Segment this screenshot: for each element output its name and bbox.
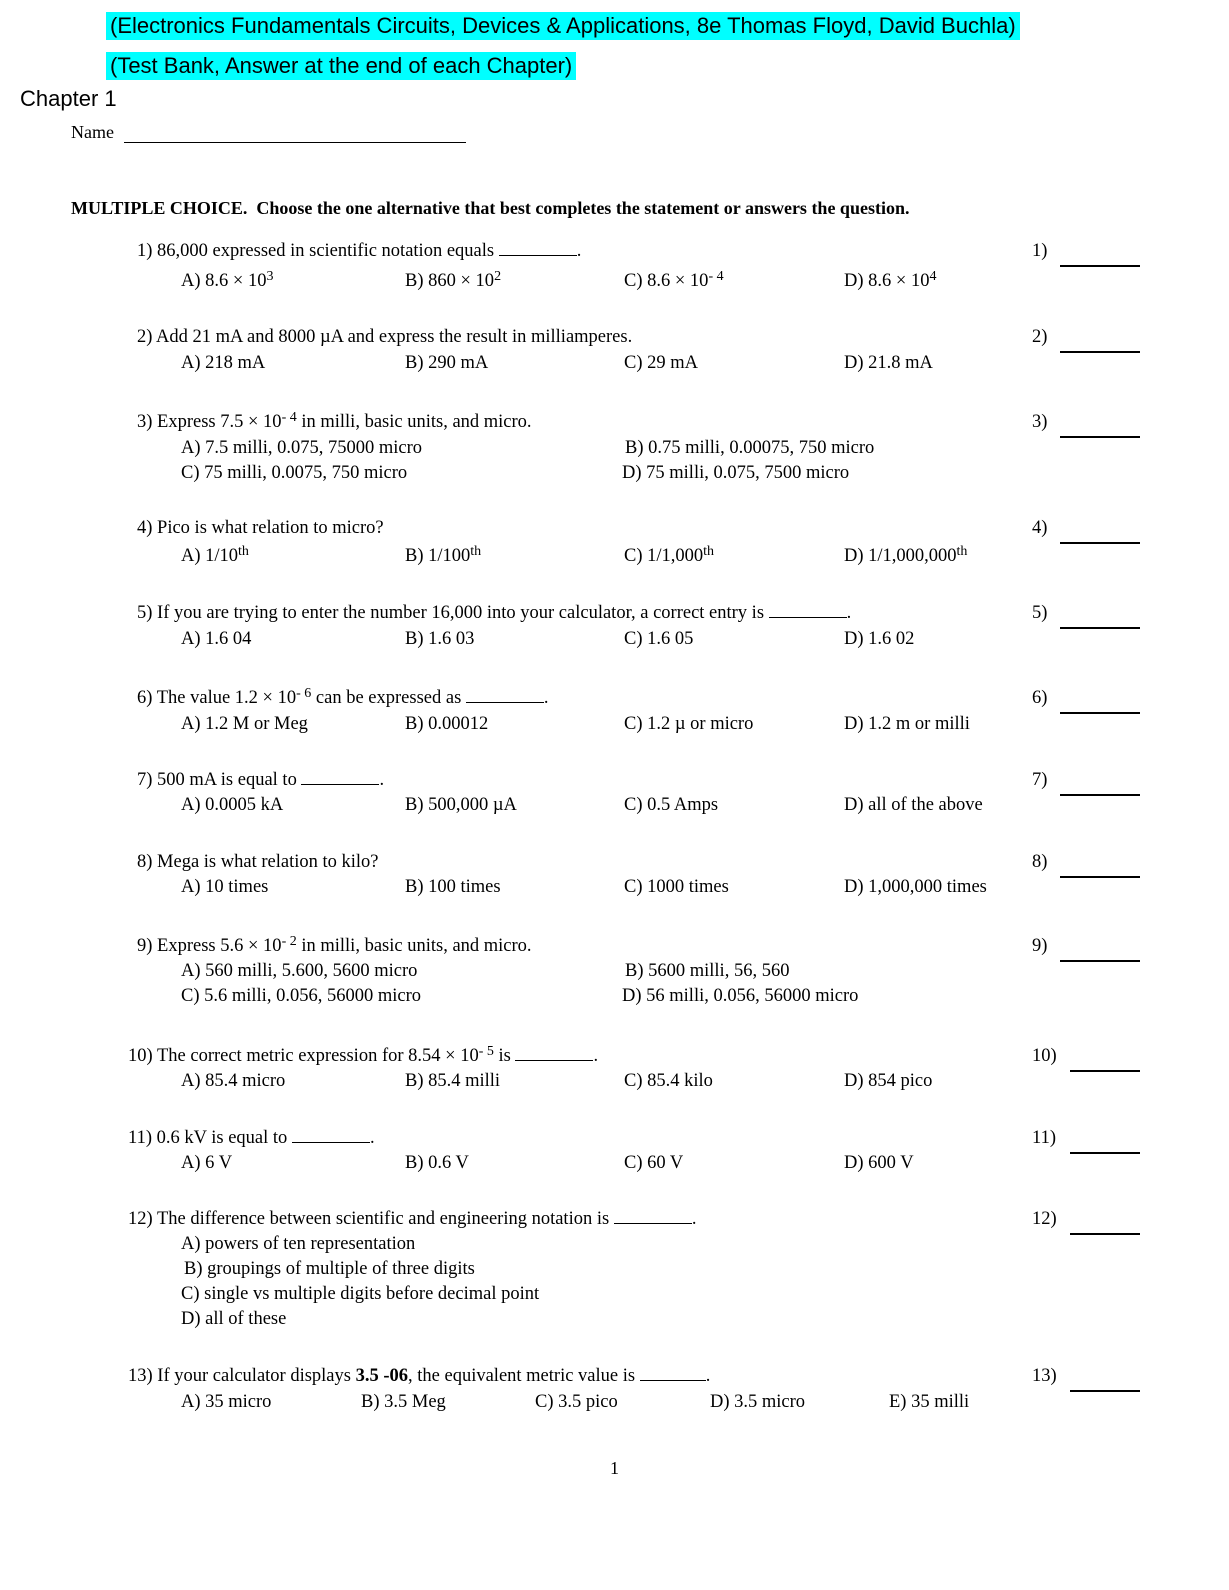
fill-blank — [769, 603, 847, 618]
answer-line[interactable] — [1070, 1233, 1140, 1235]
option-b: B) 1/100th — [405, 544, 482, 566]
question-2 — [0, 327, 1229, 417]
option-a: A) 10 times — [181, 877, 269, 897]
answer-number: 10) — [1032, 1046, 1057, 1066]
answer-number: 4) — [1032, 518, 1048, 538]
option-c: C) 29 mA — [624, 353, 698, 373]
option-a: A) $8.6 \times 10^3$ — [181, 269, 274, 291]
answer-line[interactable] — [1070, 1152, 1140, 1154]
option-b: B) 500,000 µA — [405, 795, 517, 815]
option-a: A) 35 micro — [181, 1392, 272, 1412]
option-c: C) 5.6 milli, 0.056, 56000 micro — [181, 986, 421, 1006]
option-d: D) $8.6 \times 10^4$ — [844, 269, 937, 291]
question-stem: 6) The value $1.2 \times 10^{- 6}$ can be expressed as . — [137, 686, 549, 708]
answer-number: 13) — [1032, 1366, 1057, 1386]
answer-number: 1) — [1032, 241, 1048, 261]
option-d: D) 1.6 02 — [844, 629, 915, 649]
option-a: A) 0.0005 kA — [181, 795, 284, 815]
option-b: B) 0.6 V — [405, 1153, 469, 1173]
question-11 — [0, 1128, 1229, 1218]
question-stem: 3) Express $7.5 \times 10^{- 4}$ in milli, basic units, and micro. — [137, 410, 532, 432]
question-stem: 9) Express $5.6 \times 10^{- 2}$ in milli, basic units, and micro. — [137, 934, 532, 956]
option-a: A) 7.5 milli, 0.075, 75000 micro — [181, 438, 423, 458]
fill-blank — [515, 1046, 593, 1061]
option-c: C) 1/1,000th — [624, 544, 715, 566]
answer-line[interactable] — [1060, 960, 1140, 962]
option-b: B) 0.75 milli, 0.00075, 750 micro — [625, 438, 875, 458]
header-title-line1: (Electronics Fundamentals Circuits, Devices & Applications, 8e Thomas Floyd, David Buchla) — [106, 12, 1020, 40]
option-b: B) 290 mA — [405, 353, 489, 373]
option-a: A) 6 V — [181, 1153, 233, 1173]
question-stem: 5) If you are trying to enter the number 16,000 into your calculator, a correct entry is . — [137, 603, 852, 623]
option-d: D) 1.2 m or milli — [844, 714, 970, 734]
answer-line[interactable] — [1060, 794, 1140, 796]
answer-number: 8) — [1032, 852, 1048, 872]
question-8 — [0, 852, 1229, 942]
option-d: D) all of the above — [844, 795, 983, 815]
question-4 — [0, 518, 1229, 608]
question-7 — [0, 770, 1229, 860]
option-c: C) single vs multiple digits before decimal point — [181, 1284, 540, 1304]
question-1 — [0, 241, 1229, 331]
option-a: A) 560 milli, 5.600, 5600 micro — [181, 961, 418, 981]
answer-line[interactable] — [1060, 265, 1140, 267]
option-b: B) 85.4 milli — [405, 1071, 501, 1091]
option-a: A) 1.6 04 — [181, 629, 252, 649]
option-c: C) 60 V — [624, 1153, 684, 1173]
option-d: D) 1/1,000,000th — [844, 544, 968, 566]
fill-blank — [614, 1209, 692, 1224]
answer-number: 5) — [1032, 603, 1048, 623]
answer-line[interactable] — [1060, 542, 1140, 544]
question-stem: 12) The difference between scientific and engineering notation is . — [128, 1209, 697, 1229]
question-stem: 4) Pico is what relation to micro? — [137, 518, 384, 538]
question-stem: 13) If your calculator displays 3.5 -06, the equivalent metric value is . — [128, 1366, 711, 1386]
question-stem: 1) 86,000 expressed in scientific notation equals . — [137, 241, 582, 261]
answer-line[interactable] — [1070, 1390, 1140, 1392]
option-c: C) 75 milli, 0.0075, 750 micro — [181, 463, 408, 483]
question-10 — [0, 1046, 1229, 1136]
question-stem: 11) 0.6 kV is equal to . — [128, 1128, 375, 1148]
fill-blank — [292, 1128, 370, 1143]
answer-line[interactable] — [1060, 876, 1140, 878]
name-field-line — [124, 142, 466, 143]
option-c: C) 1.2 µ or micro — [624, 714, 754, 734]
option-c: C) 3.5 pico — [535, 1392, 618, 1412]
answer-number: 2) — [1032, 327, 1048, 347]
option-d: D) 854 pico — [844, 1071, 933, 1091]
answer-number: 9) — [1032, 936, 1048, 956]
option-d: D) all of these — [181, 1309, 287, 1329]
option-d: D) 600 V — [844, 1153, 914, 1173]
option-b: B) groupings of multiple of three digits — [184, 1259, 475, 1279]
answer-number: 7) — [1032, 770, 1048, 790]
answer-number: 6) — [1032, 688, 1048, 708]
option-a: A) 1/10th — [181, 544, 249, 566]
option-a: A) 1.2 M or Meg — [181, 714, 308, 734]
question-stem: 10) The correct metric expression for $8.54 \times 10^{- 5}$ is . — [128, 1044, 599, 1066]
question-12 — [0, 1209, 1229, 1339]
option-a: A) 218 mA — [181, 353, 266, 373]
option-c: C) $8.6 \times 10^{- 4}$ — [624, 269, 724, 291]
question-6 — [0, 688, 1229, 778]
option-b: B) 0.00012 — [405, 714, 489, 734]
answer-line[interactable] — [1070, 1070, 1140, 1072]
section-title: MULTIPLE CHOICE. — [71, 198, 248, 218]
option-d: D) 1,000,000 times — [844, 877, 987, 897]
answer-line[interactable] — [1060, 627, 1140, 629]
question-stem: 2) Add 21 mA and 8000 µA and express the result in milliamperes. — [137, 327, 633, 347]
answer-number: 3) — [1032, 412, 1048, 432]
answer-line[interactable] — [1060, 436, 1140, 438]
answer-number: 11) — [1032, 1128, 1056, 1148]
option-d: D) 56 milli, 0.056, 56000 micro — [622, 986, 859, 1006]
fill-blank — [499, 241, 577, 256]
answer-number: 12) — [1032, 1209, 1057, 1229]
header-title-line2: (Test Bank, Answer at the end of each Chapter) — [106, 52, 576, 80]
section-heading — [71, 198, 909, 219]
option-c: C) 85.4 kilo — [624, 1071, 713, 1091]
fill-blank — [466, 688, 544, 703]
option-d: D) 21.8 mA — [844, 353, 933, 373]
name-label: Name — [71, 122, 114, 142]
question-13 — [0, 1366, 1229, 1456]
page-number: 1 — [610, 1458, 619, 1478]
option-c: C) 0.5 Amps — [624, 795, 719, 815]
question-stem: 7) 500 mA is equal to . — [137, 770, 385, 790]
question-stem: 8) Mega is what relation to kilo? — [137, 852, 379, 872]
option-b: B) $860 \times 10^2$ — [405, 269, 502, 291]
chapter-heading: Chapter 1 — [20, 86, 117, 111]
option-c: C) 1.6 05 — [624, 629, 694, 649]
option-d: D) 75 milli, 0.075, 7500 micro — [622, 463, 850, 483]
answer-line[interactable] — [1060, 351, 1140, 353]
question-9 — [0, 936, 1229, 1026]
fill-blank — [640, 1366, 706, 1381]
question-5 — [0, 603, 1229, 693]
option-a: A) 85.4 micro — [181, 1071, 286, 1091]
option-b: B) 100 times — [405, 877, 501, 897]
option-a: A) powers of ten representation — [181, 1234, 416, 1254]
answer-line[interactable] — [1060, 712, 1140, 714]
option-b: B) 3.5 Meg — [361, 1392, 446, 1412]
option-b: B) 1.6 03 — [405, 629, 475, 649]
section-instruction: Choose the one alternative that best completes the statement or answers the question. — [256, 198, 910, 218]
option-e: E) 35 milli — [889, 1392, 970, 1412]
option-b: B) 5600 milli, 56, 560 — [625, 961, 790, 981]
option-c: C) 1000 times — [624, 877, 729, 897]
option-d: D) 3.5 micro — [710, 1392, 806, 1412]
fill-blank — [301, 770, 379, 785]
question-3 — [0, 412, 1229, 502]
